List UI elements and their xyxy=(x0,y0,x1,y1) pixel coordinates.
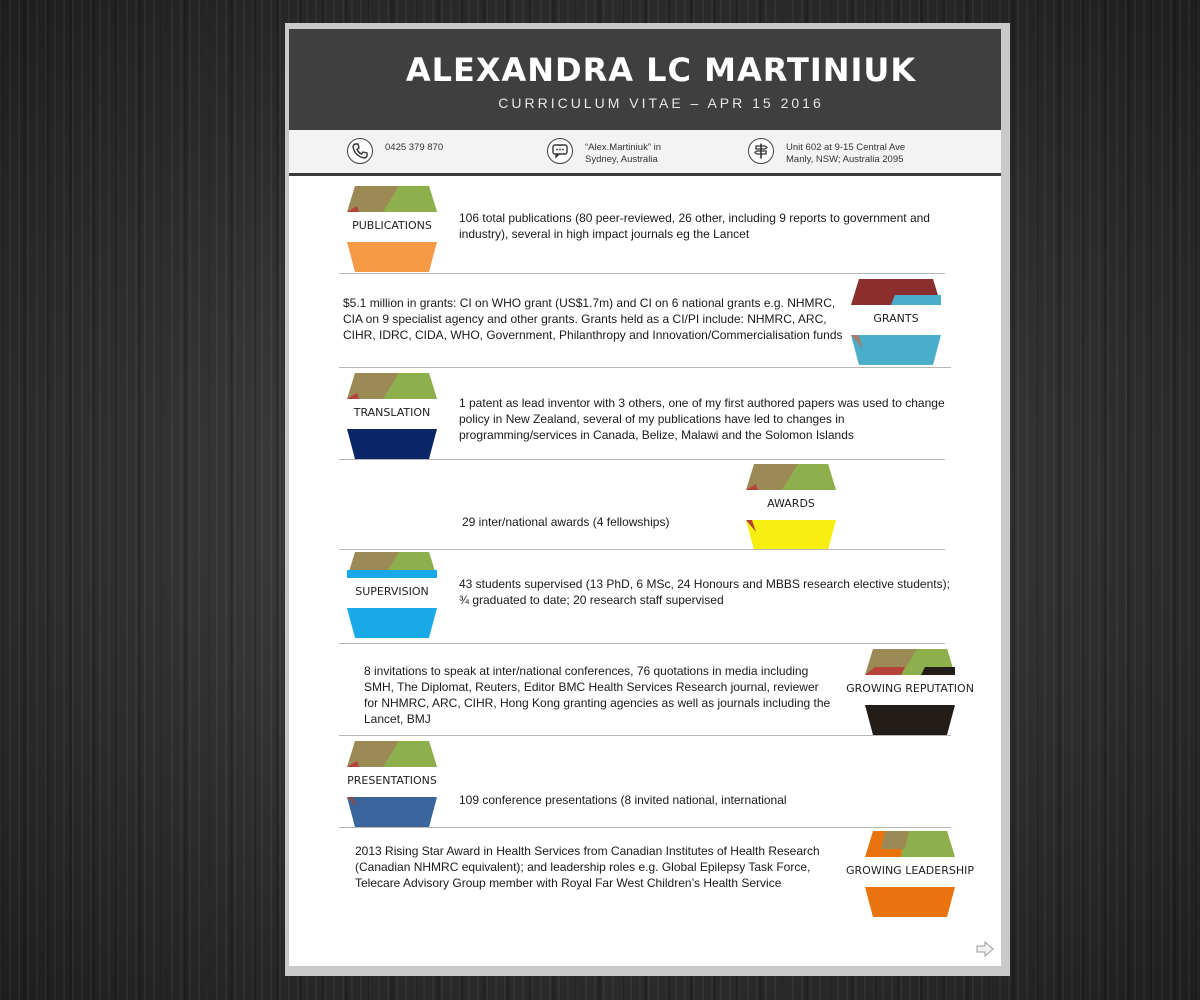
grants-text: $5.1 million in grants: CI on WHO grant (US$1.7m) and CI on 6 national grants e.g. NHMRC, CIA on 9 specialist agency and other grants. Grants held as a CI/PI include: NHMRC, ARC, CIHR, IDRC, CIDA, WHO, Government, Philanthropy and Innovation/Commercialisation funds xyxy=(343,296,843,342)
reputation-text: 8 invitations to speak at inter/national conferences, 76 quotations in media including SMH, The Diplomat, Reuters, Editor BMC Health Services Research journal, reviewer for NHMRC, ARC, CIHR, Hong Kong granting agencies as well as journals including the Lancet, BMJ xyxy=(364,664,831,726)
badge-label: GRANTS xyxy=(873,312,919,325)
cv-page xyxy=(289,29,1001,966)
leadership-text: 2013 Rising Star Award in Health Services from Canadian Institutes of Health Research (Canadian NHMRC equivalent); and leadership roles e.g. Global Epilepsy Task Force, Telecare Advisory Group member with Royal Far West Children’s Health Service xyxy=(355,844,820,890)
supervision-badge xyxy=(347,552,437,638)
badge-label: GROWING LEADERSHIP xyxy=(846,864,974,877)
translation-text: 1 patent as lead inventor with 3 others, one of my first authored papers was used to change policy in New Zealand, several of my publications have led to changes in programming/services in Canada, Belize, Malawi and the Solomon Islands xyxy=(459,396,945,442)
badge-top xyxy=(347,186,437,212)
section-divider xyxy=(339,367,951,368)
awards-badge xyxy=(746,464,836,550)
presentations-text: 109 conference presentations (8 invited national, international xyxy=(459,793,787,807)
badge-top xyxy=(347,741,437,767)
cv-name: ALEXANDRA LC MARTINIUK xyxy=(405,51,917,89)
badge-label: PUBLICATIONS xyxy=(352,219,432,232)
badge-top xyxy=(851,279,941,305)
grants-badge xyxy=(851,279,941,365)
supervision-text: 43 students supervised (13 PhD, 6 MSc, 24 Honours and MBBS research elective students); ¾ graduated to date; 20 research staff supervised xyxy=(459,577,950,607)
arrow-right-icon[interactable] xyxy=(976,941,994,962)
publications-text: 106 total publications (80 peer-reviewed, 26 other, including 9 reports to government and industry), several in high impact journals eg the Lancet xyxy=(459,211,930,241)
section-divider xyxy=(339,643,945,644)
badge-top xyxy=(865,649,955,675)
badge-bottom xyxy=(347,242,437,272)
section-divider xyxy=(339,735,951,736)
leadership-badge xyxy=(846,831,974,917)
badge-bottom xyxy=(746,520,836,550)
badge-bottom xyxy=(851,335,941,365)
badge-top xyxy=(746,464,836,490)
badge-label: AWARDS xyxy=(767,497,815,510)
phone-icon xyxy=(347,138,373,164)
presentations-badge xyxy=(347,741,437,827)
paper-sheet xyxy=(285,23,1010,976)
contact-address-text: Unit 602 at 9-15 Central Ave Manly, NSW; Australia 2095 xyxy=(786,142,906,165)
badge-bottom xyxy=(865,887,955,917)
badge-bottom xyxy=(347,608,437,638)
badge-label: TRANSLATION xyxy=(353,406,431,419)
reputation-badge xyxy=(846,649,974,735)
section-divider xyxy=(339,273,945,274)
badge-label: GROWING REPUTATION xyxy=(846,682,974,695)
publications-badge xyxy=(347,186,437,272)
badge-bottom xyxy=(865,705,955,735)
badge-label: PRESENTATIONS xyxy=(347,774,437,787)
section-divider xyxy=(339,549,945,550)
translation-badge xyxy=(347,373,437,459)
badge-top xyxy=(347,552,437,578)
badge-label: SUPERVISION xyxy=(355,585,429,598)
section-divider xyxy=(339,459,945,460)
chat-bubble-icon xyxy=(547,138,573,164)
badge-top xyxy=(347,373,437,399)
badge-top xyxy=(865,831,955,857)
section-divider xyxy=(339,827,951,828)
awards-text: 29 inter/national awards (4 fellowships) xyxy=(462,515,670,529)
contact-phone-text: 0425 379 870 xyxy=(385,142,444,153)
badge-bottom xyxy=(347,797,437,827)
badge-bottom xyxy=(347,429,437,459)
cv-subtitle: CURRICULUM VITAE – APR 15 2016 xyxy=(498,95,824,111)
cv-header xyxy=(289,29,1001,130)
contact-bar xyxy=(289,130,1001,176)
signpost-icon xyxy=(748,138,774,164)
contact-chat-text: “Alex.Martiniuk” in Sydney, Australia xyxy=(585,142,662,165)
